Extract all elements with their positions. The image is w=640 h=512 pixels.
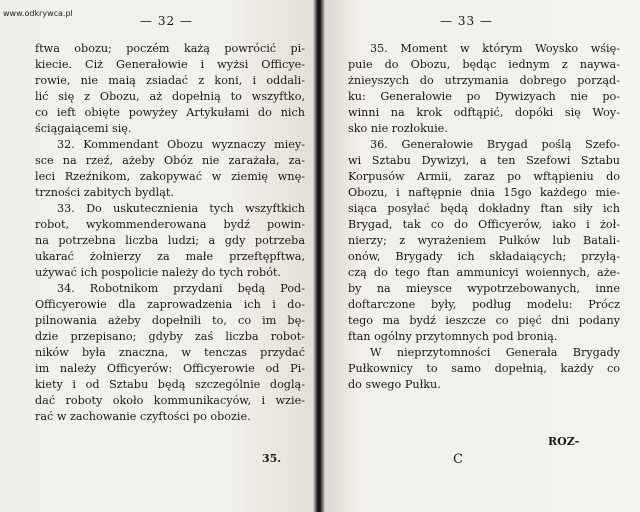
text-line: sko nie rozłokuie. (348, 122, 448, 135)
text-line: trzności zabitych bydląt. (35, 186, 174, 199)
text-line: robot, wykommenderowana bydź powin- (35, 218, 305, 231)
text-line: ftan ogólny przytomnych pod bronią. (348, 330, 558, 343)
text-line: kiecie. Ciż Generałowie i wyżsi Officye- (35, 58, 305, 71)
text-line: ników była znaczna, w tenczas przydać (35, 346, 305, 359)
right-page-text (348, 41, 620, 393)
text-line: Pułkownicy to samo dopełnią, każdy co (348, 362, 620, 375)
text-line: nierzy; z wyrażeniem Pułków lub Batali- (348, 234, 620, 247)
text-line: puie do Obozu, będąc iednym z naywa- (348, 58, 620, 71)
catchword-left: 35. (262, 452, 282, 465)
text-line: czą do tego ftan ammunicyi woiennych, aże- (348, 266, 620, 279)
text-line: kiety i od Sztabu będą szczególnie doglą- (35, 378, 305, 391)
text-line: Obozu, i naftępnie dnia 15go każdego mie- (348, 186, 620, 199)
left-page-text (35, 41, 305, 425)
text-line: siąca posyłać będą dokładny ftan siły ich (348, 202, 620, 215)
text-line: sce na rzeź, ażeby Obóz nie zarażała, za- (35, 154, 305, 167)
text-line: ftwa obozu; poczém każą powrócić pi- (35, 42, 305, 55)
text-line: doftarczone były, podług modelu: Prócz (348, 298, 620, 311)
text-line: dzie przepisano; gdyby zaś liczba robot- (35, 330, 305, 343)
text-line: 36. Generałowie Brygad poślą Szefo- (370, 138, 620, 151)
text-line: na potrzebna liczba ludzi; a gdy potrzeba (35, 234, 305, 247)
text-line: 34. Robotnikom przydani będą Pod- (57, 282, 305, 295)
text-line: tego ma bydź ieszcze co pięć dni podany (348, 314, 620, 327)
text-line: 35. Moment w którym Woysko wśię- (370, 42, 620, 55)
text-line: Korpusów Armii, zaraz po wftąpieniu do (348, 170, 620, 183)
page-number-right: — 33 — (440, 14, 493, 28)
text-line: Brygad, tak co do Officyerów, iako i żoł- (348, 218, 620, 231)
text-line: winni na krok odftąpić, dopóki się Woy- (348, 106, 620, 119)
watermark: www.odkrywca.pl (3, 9, 73, 18)
text-line: ściągaiącemi się. (35, 122, 132, 135)
text-line: 33. Do uskutecznienia tych wszyftkich (57, 202, 305, 215)
text-line: rać w zachowanie czyftości po obozie. (35, 410, 251, 423)
page-number-left: — 32 — (140, 14, 193, 28)
text-line: Officyerowie dla zaprowadzenia ich i do- (35, 298, 305, 311)
signature-mark: C (453, 452, 463, 467)
text-line: dać roboty około kommunikacyów, i wzie- (35, 394, 305, 407)
text-line: pilnowania ażeby dopełnili to, co im bę- (35, 314, 305, 327)
text-line: używać ich pospolicie należy do tych robót. (35, 266, 281, 279)
text-line: lić się z Obozu, aż dopełnią to wszyftko, (35, 90, 305, 103)
text-line: onów, Brygady ich składaiących; przyłą- (348, 250, 620, 263)
text-line: co ieft obięte powyżey Artykułami do nich (35, 106, 305, 119)
text-line: żnieyszych do utrzymania dobrego porząd- (348, 74, 620, 87)
catchword-right: ROZ- (548, 435, 580, 448)
text-line: ukarać żołnierzy za małe przeftępftwa, (35, 250, 305, 263)
text-line: ku: Generałowie po Dywizyach nie po- (348, 90, 620, 103)
text-line: wi Sztabu Dywizyi, a ten Szefowi Sztabu (348, 154, 620, 167)
text-line: 32. Kommendant Obozu wyznaczy miey- (57, 138, 305, 151)
text-line: leci Rzeźnikom, zakopywać w ziemię wnę- (35, 170, 305, 183)
text-line: im należy Officyerów: Officyerowie od Pi- (35, 362, 305, 375)
book-gutter (313, 0, 325, 512)
text-line: W nieprzytomności Generała Brygady (370, 346, 620, 359)
text-line: do swego Pułku. (348, 378, 441, 391)
text-line: by na mieysce wypotrzebowanych, inne (348, 282, 620, 295)
text-line: rowie, nie maią zsiadać z koni, i oddali- (35, 74, 305, 87)
